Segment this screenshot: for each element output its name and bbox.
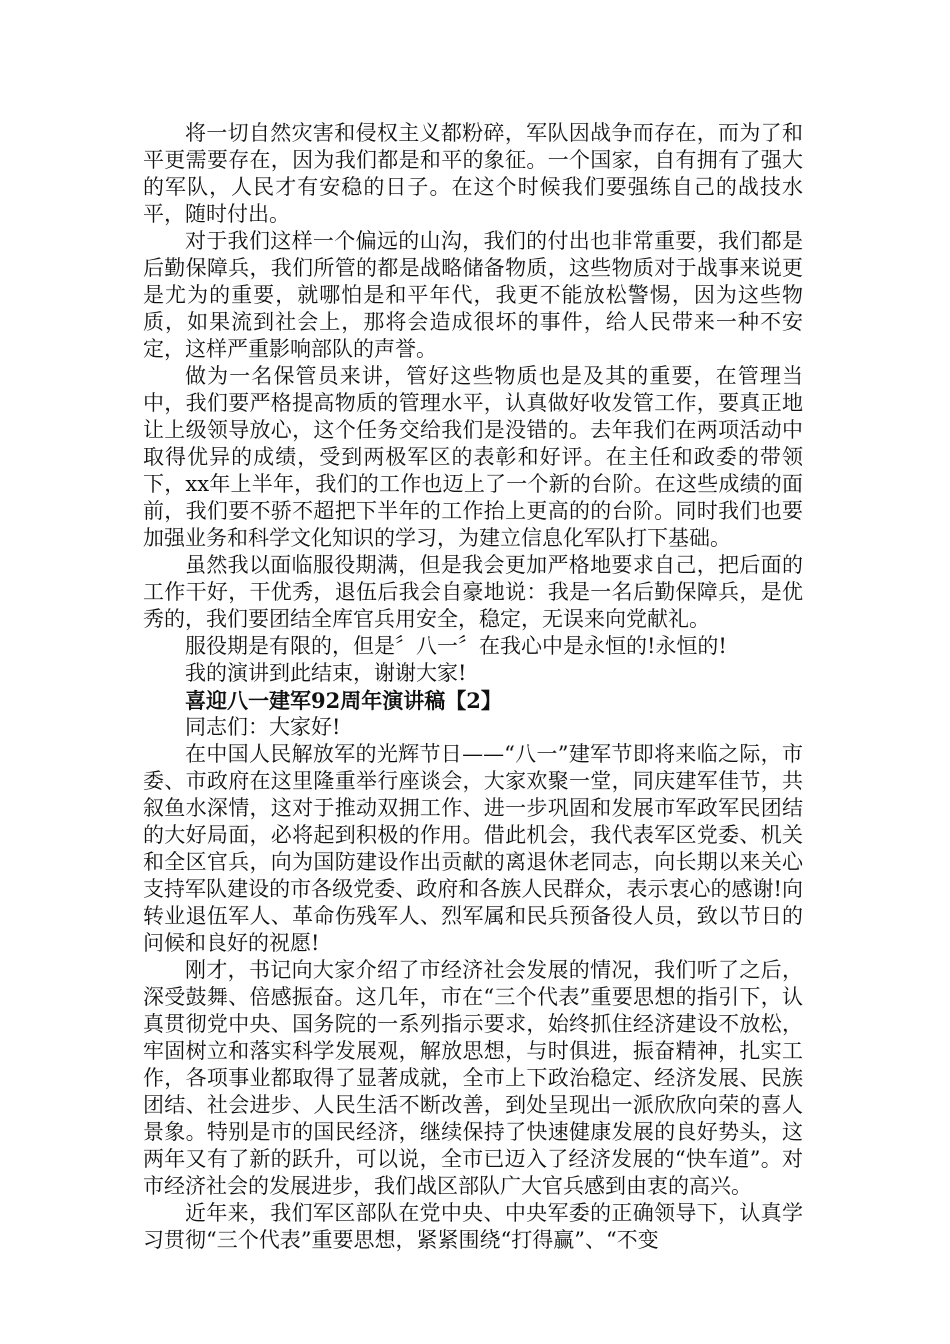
body-paragraph: 刚才，书记向大家介绍了市经济社会发展的情况，我们听了之后，深受鼓舞、倍感振奋。这几年，市在“三个代表”重要思想的指引下，认真贯彻党中央、国务院的一系列指示要求，始终抓住经济建设不放松，牢固树立和落实科学发展观，解放思想，与时俱进，振奋精神，扎实工作，各项事业都取得了显著成就，全市上下政治稳定、经济发展、民族团结、社会进步、人民生活不断改善，到处呈现出一派欣欣向荣的喜人景象。特别是市的国民经济，继续保持了快速健康发展的良好势头，这两年又有了新的跃升，可以说，全市已迈入了经济发展的“快车道”。对市经济社会的发展进步，我们战区部队广大官兵感到由衷的高兴。 [143, 958, 803, 1198]
body-paragraph: 服役期是有限的，但是〞八一〞在我心中是永恒的!永恒的! [185, 634, 727, 658]
body-paragraph: 在中国人民解放军的光辉节日——“八一”建军节即将来临之际，市委、市政府在这里隆重举行座谈会，大家欢聚一堂，同庆建军佳节，共叙鱼水深情，这对于推动双拥工作、进一步巩固和发展市军政军民团结的大好局面，必将起到积极的作用。借此机会，我代表军区党委、机关和全区官兵，向为国防建设作出贡献的离退休老同志，向长期以来关心支持军队建设的市各级党委、政府和各族人民群众，表示衷心的感谢!向转业退伍军人、革命伤残军人、烈军属和民兵预备役人员，致以节日的问候和良好的祝愿! [143, 742, 803, 955]
section-heading: 喜迎八一建军92周年演讲稿【2】 [185, 688, 502, 713]
body-paragraph: 对于我们这样一个偏远的山沟，我们的付出也非常重要，我们都是后勤保障兵，我们所管的都是战略储备物质，这些物质对于战事来说更是尤为的重要，就哪怕是和平年代，我更不能放松警惕，因为这些物质，如果流到社会上，那将会造成很坏的事件，给人民带来一种不安定，这样严重影响部队的声誉。 [143, 229, 803, 361]
body-paragraph: 虽然我以面临服役期满，但是我会更加严格地要求自己，把后面的工作干好，干优秀，退伍后我会自豪地说：我是一名后勤保障兵，是优秀的，我们要团结全库官兵用安全，稳定，无误来向党献礼。 [143, 553, 803, 631]
closing-line: 我的演讲到此结束，谢谢大家! [185, 661, 467, 685]
greeting-line: 同志们：大家好! [185, 715, 341, 739]
body-paragraph: 做为一名保管员来讲，管好这些物质也是及其的重要，在管理当中，我们要严格提高物质的管理水平，认真做好收发管工作，要真正地让上级领导放心，这个任务交给我们是没错的。去年我们在两项活动中取得优异的成绩，受到两极军区的表彰和好评。在主任和政委的带领下，xx年上半年，我们的工作也迈上了一个新的台阶。在这些成绩的面前，我们要不骄不超把下半年的工作抬上更高的的台阶。同时我们也要加强业务和科学文化知识的学习，为建立信息化军队打下基础。 [143, 364, 803, 550]
document-body [143, 120, 803, 1254]
body-paragraph: 近年来，我们军区部队在党中央、中央军委的正确领导下，认真学习贯彻“三个代表”重要思想，紧紧围绕“打得赢”、“不变 [143, 1201, 803, 1252]
body-paragraph: 将一切自然灾害和侵权主义都粉碎，军队因战争而存在，而为了和平更需要存在，因为我们都是和平的象征。一个国家，自有拥有了强大的军队，人民才有安稳的日子。在这个时候我们要强练自己的战技水平，随时付出。 [143, 121, 803, 226]
